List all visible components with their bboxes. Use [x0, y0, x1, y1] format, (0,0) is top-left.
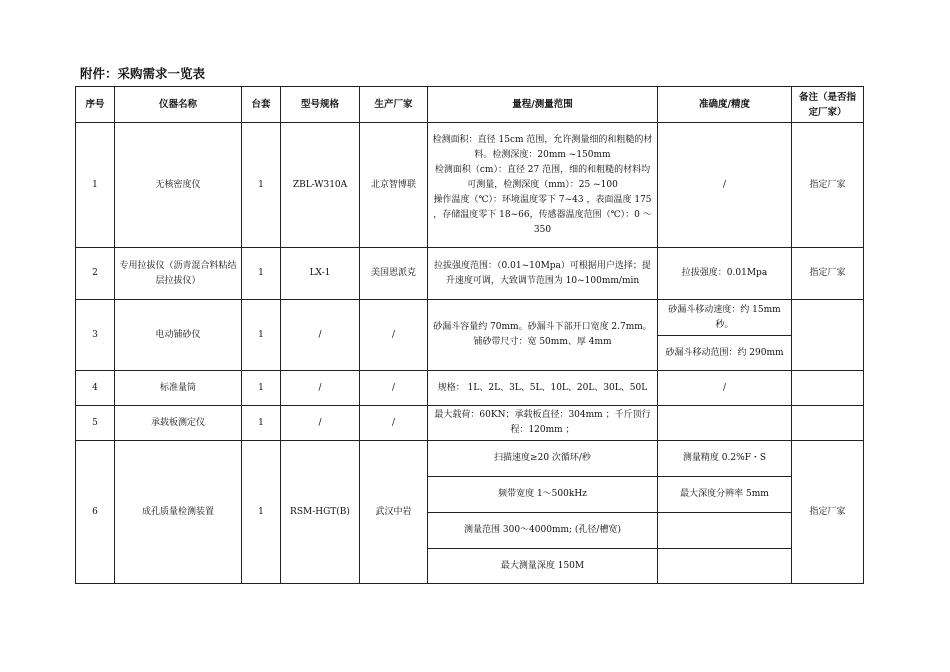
cell-name: 承载板测定仪	[115, 406, 242, 441]
cell-range: 测量范围 300～4000mm; (孔径/槽宽)	[428, 513, 658, 549]
cell-qty: 1	[242, 441, 281, 584]
header-name: 仪器名称	[115, 87, 242, 123]
cell-remark	[792, 406, 864, 441]
cell-no: 5	[76, 406, 115, 441]
header-row	[76, 87, 864, 123]
table-row	[76, 123, 864, 248]
cell-accuracy: 砂漏斗移动速度：约 15mm 秒。	[658, 300, 792, 336]
cell-accuracy: 砂漏斗移动范围：约 290mm	[658, 336, 792, 371]
cell-name: 专用拉拔仪（沥青混合料粘结层拉拔仪）	[115, 248, 242, 300]
cell-model: LX-1	[281, 248, 360, 300]
cell-accuracy	[658, 549, 792, 584]
header-maker: 生产厂家	[360, 87, 428, 123]
cell-model: /	[281, 406, 360, 441]
cell-model: /	[281, 300, 360, 371]
cell-maker: 武汉中岩	[360, 441, 428, 584]
table-row	[76, 441, 864, 477]
cell-model: ZBL-W310A	[281, 123, 360, 248]
cell-remark	[792, 371, 864, 406]
cell-accuracy: 最大深度分辨率 5mm	[658, 477, 792, 513]
table-row	[76, 371, 864, 406]
cell-range: 检测面积：直径 15cm 范围，允许测量细的和粗糙的材料。检测深度：20mm ~150mm 检测面积（cm）：直径 27 范围，细的和粗糙的材料均可测量，检测深度（mm）：25 ~100 操作温度（℃）：环境温度零下 7~43 ，表面温度 175 ，存储温度零下 18~66，传感器温度范围（℃）：0 ～350	[428, 123, 658, 248]
cell-no: 3	[76, 300, 115, 371]
cell-range: 砂漏斗容量约 70mm。砂漏斗下部开口宽度 2.7mm。铺砂带尺寸：宽 50mm、厚 4mm	[428, 300, 658, 371]
header-qty: 台套	[242, 87, 281, 123]
header-accuracy: 准确度/精度	[658, 87, 792, 123]
cell-accuracy: 测量精度 0.2%F・S	[658, 441, 792, 477]
table-row	[76, 406, 864, 441]
cell-remark	[792, 300, 864, 371]
cell-accuracy	[658, 513, 792, 549]
table-row	[76, 300, 864, 336]
header-no: 序号	[76, 87, 115, 123]
cell-accuracy: /	[658, 123, 792, 248]
cell-no: 2	[76, 248, 115, 300]
cell-qty: 1	[242, 406, 281, 441]
cell-accuracy: 拉拔强度：0.01Mpa	[658, 248, 792, 300]
cell-maker: 美国恩派克	[360, 248, 428, 300]
cell-remark: 指定厂家	[792, 441, 864, 584]
cell-name: 成孔质量检测装置	[115, 441, 242, 584]
procurement-table	[75, 86, 864, 584]
cell-range: 最大载荷：60KN；承载板直径：304mm ；千斤顶行程：120mm ；	[428, 406, 658, 441]
cell-qty: 1	[242, 123, 281, 248]
cell-model: RSM-HGT(B)	[281, 441, 360, 584]
cell-no: 6	[76, 441, 115, 584]
table-row	[76, 248, 864, 300]
cell-qty: 1	[242, 300, 281, 371]
cell-maker: 北京智博联	[360, 123, 428, 248]
cell-maker: /	[360, 406, 428, 441]
cell-range: 拉拔强度范围：（0.01~10Mpa）可根据用户选择；提升速度可调，大致调节范围为 10~100mm/min	[428, 248, 658, 300]
header-range: 量程/测量范围	[428, 87, 658, 123]
cell-no: 1	[76, 123, 115, 248]
cell-qty: 1	[242, 371, 281, 406]
cell-name: 无核密度仪	[115, 123, 242, 248]
cell-range: 频带宽度 1～500kHz	[428, 477, 658, 513]
cell-range: 扫描速度≥20 次循环/秒	[428, 441, 658, 477]
cell-remark: 指定厂家	[792, 123, 864, 248]
cell-range: 最大测量深度 150M	[428, 549, 658, 584]
cell-maker: /	[360, 300, 428, 371]
cell-no: 4	[76, 371, 115, 406]
cell-model: /	[281, 371, 360, 406]
cell-accuracy	[658, 406, 792, 441]
cell-qty: 1	[242, 248, 281, 300]
cell-range: 规格： 1L、2L、3L、5L、10L、20L、30L、50L	[428, 371, 658, 406]
cell-remark: 指定厂家	[792, 248, 864, 300]
cell-name: 电动铺砂仪	[115, 300, 242, 371]
document-title: 附件：采购需求一览表	[80, 66, 206, 81]
header-model: 型号规格	[281, 87, 360, 123]
header-remark: 备注（是否指定厂家）	[792, 87, 864, 123]
cell-accuracy: /	[658, 371, 792, 406]
cell-maker: /	[360, 371, 428, 406]
cell-name: 标准量筒	[115, 371, 242, 406]
